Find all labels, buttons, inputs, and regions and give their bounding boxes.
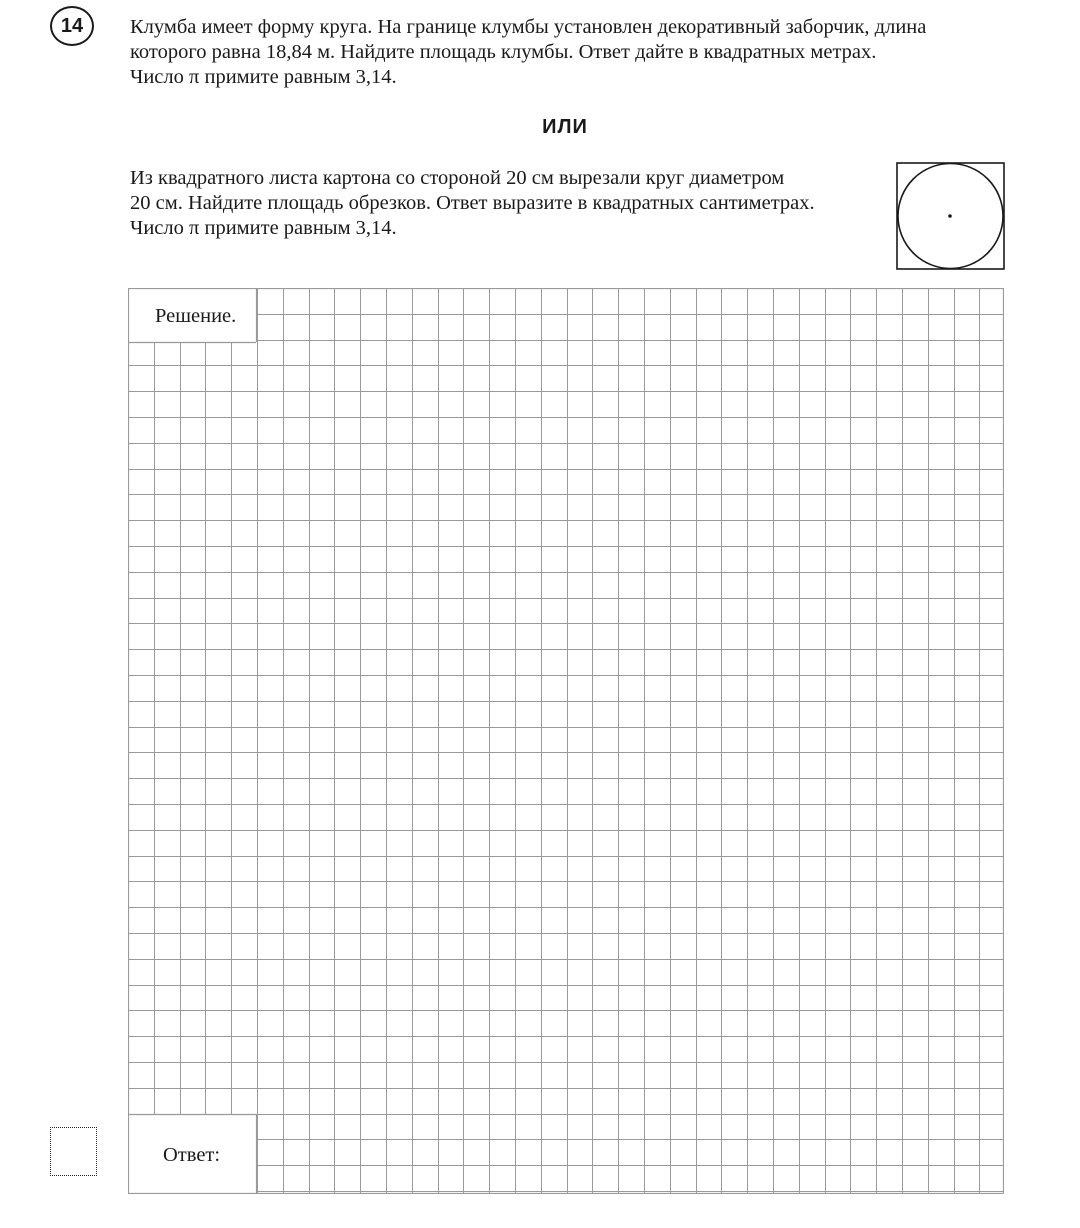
task-number: 14: [60, 14, 84, 37]
solution-label: Решение.: [155, 305, 237, 327]
task-text-line: которого равна 18,84 м. Найдите площадь клумбы. Ответ дайте в квадратных метрах.: [130, 41, 877, 63]
circle-center-dot: [948, 214, 952, 218]
alt-task-text-line: Из квадратного листа картона со стороной 20 см вырезали круг диаметром: [130, 167, 785, 189]
square-with-circle-figure: [896, 162, 1005, 270]
task-text-line: Клумба имеет форму круга. На границе клумбы установлен декоративный заборчик, длина: [130, 16, 927, 38]
answer-label: Ответ:: [163, 1144, 221, 1166]
answer-grid[interactable]: [128, 288, 1004, 1194]
task-number-badge: [50, 6, 94, 46]
task-text: [130, 15, 1005, 90]
score-box[interactable]: [50, 1127, 97, 1176]
alt-task-text-line: 20 см. Найдите площадь обрезков. Ответ выразите в квадратных сантиметрах.: [130, 192, 815, 214]
alt-task-text-line: Число π примите равным 3,14.: [130, 217, 397, 239]
or-separator: ИЛИ: [542, 116, 588, 138]
alt-task-text: [130, 166, 878, 241]
task-text-line: Число π примите равным 3,14.: [130, 66, 397, 88]
